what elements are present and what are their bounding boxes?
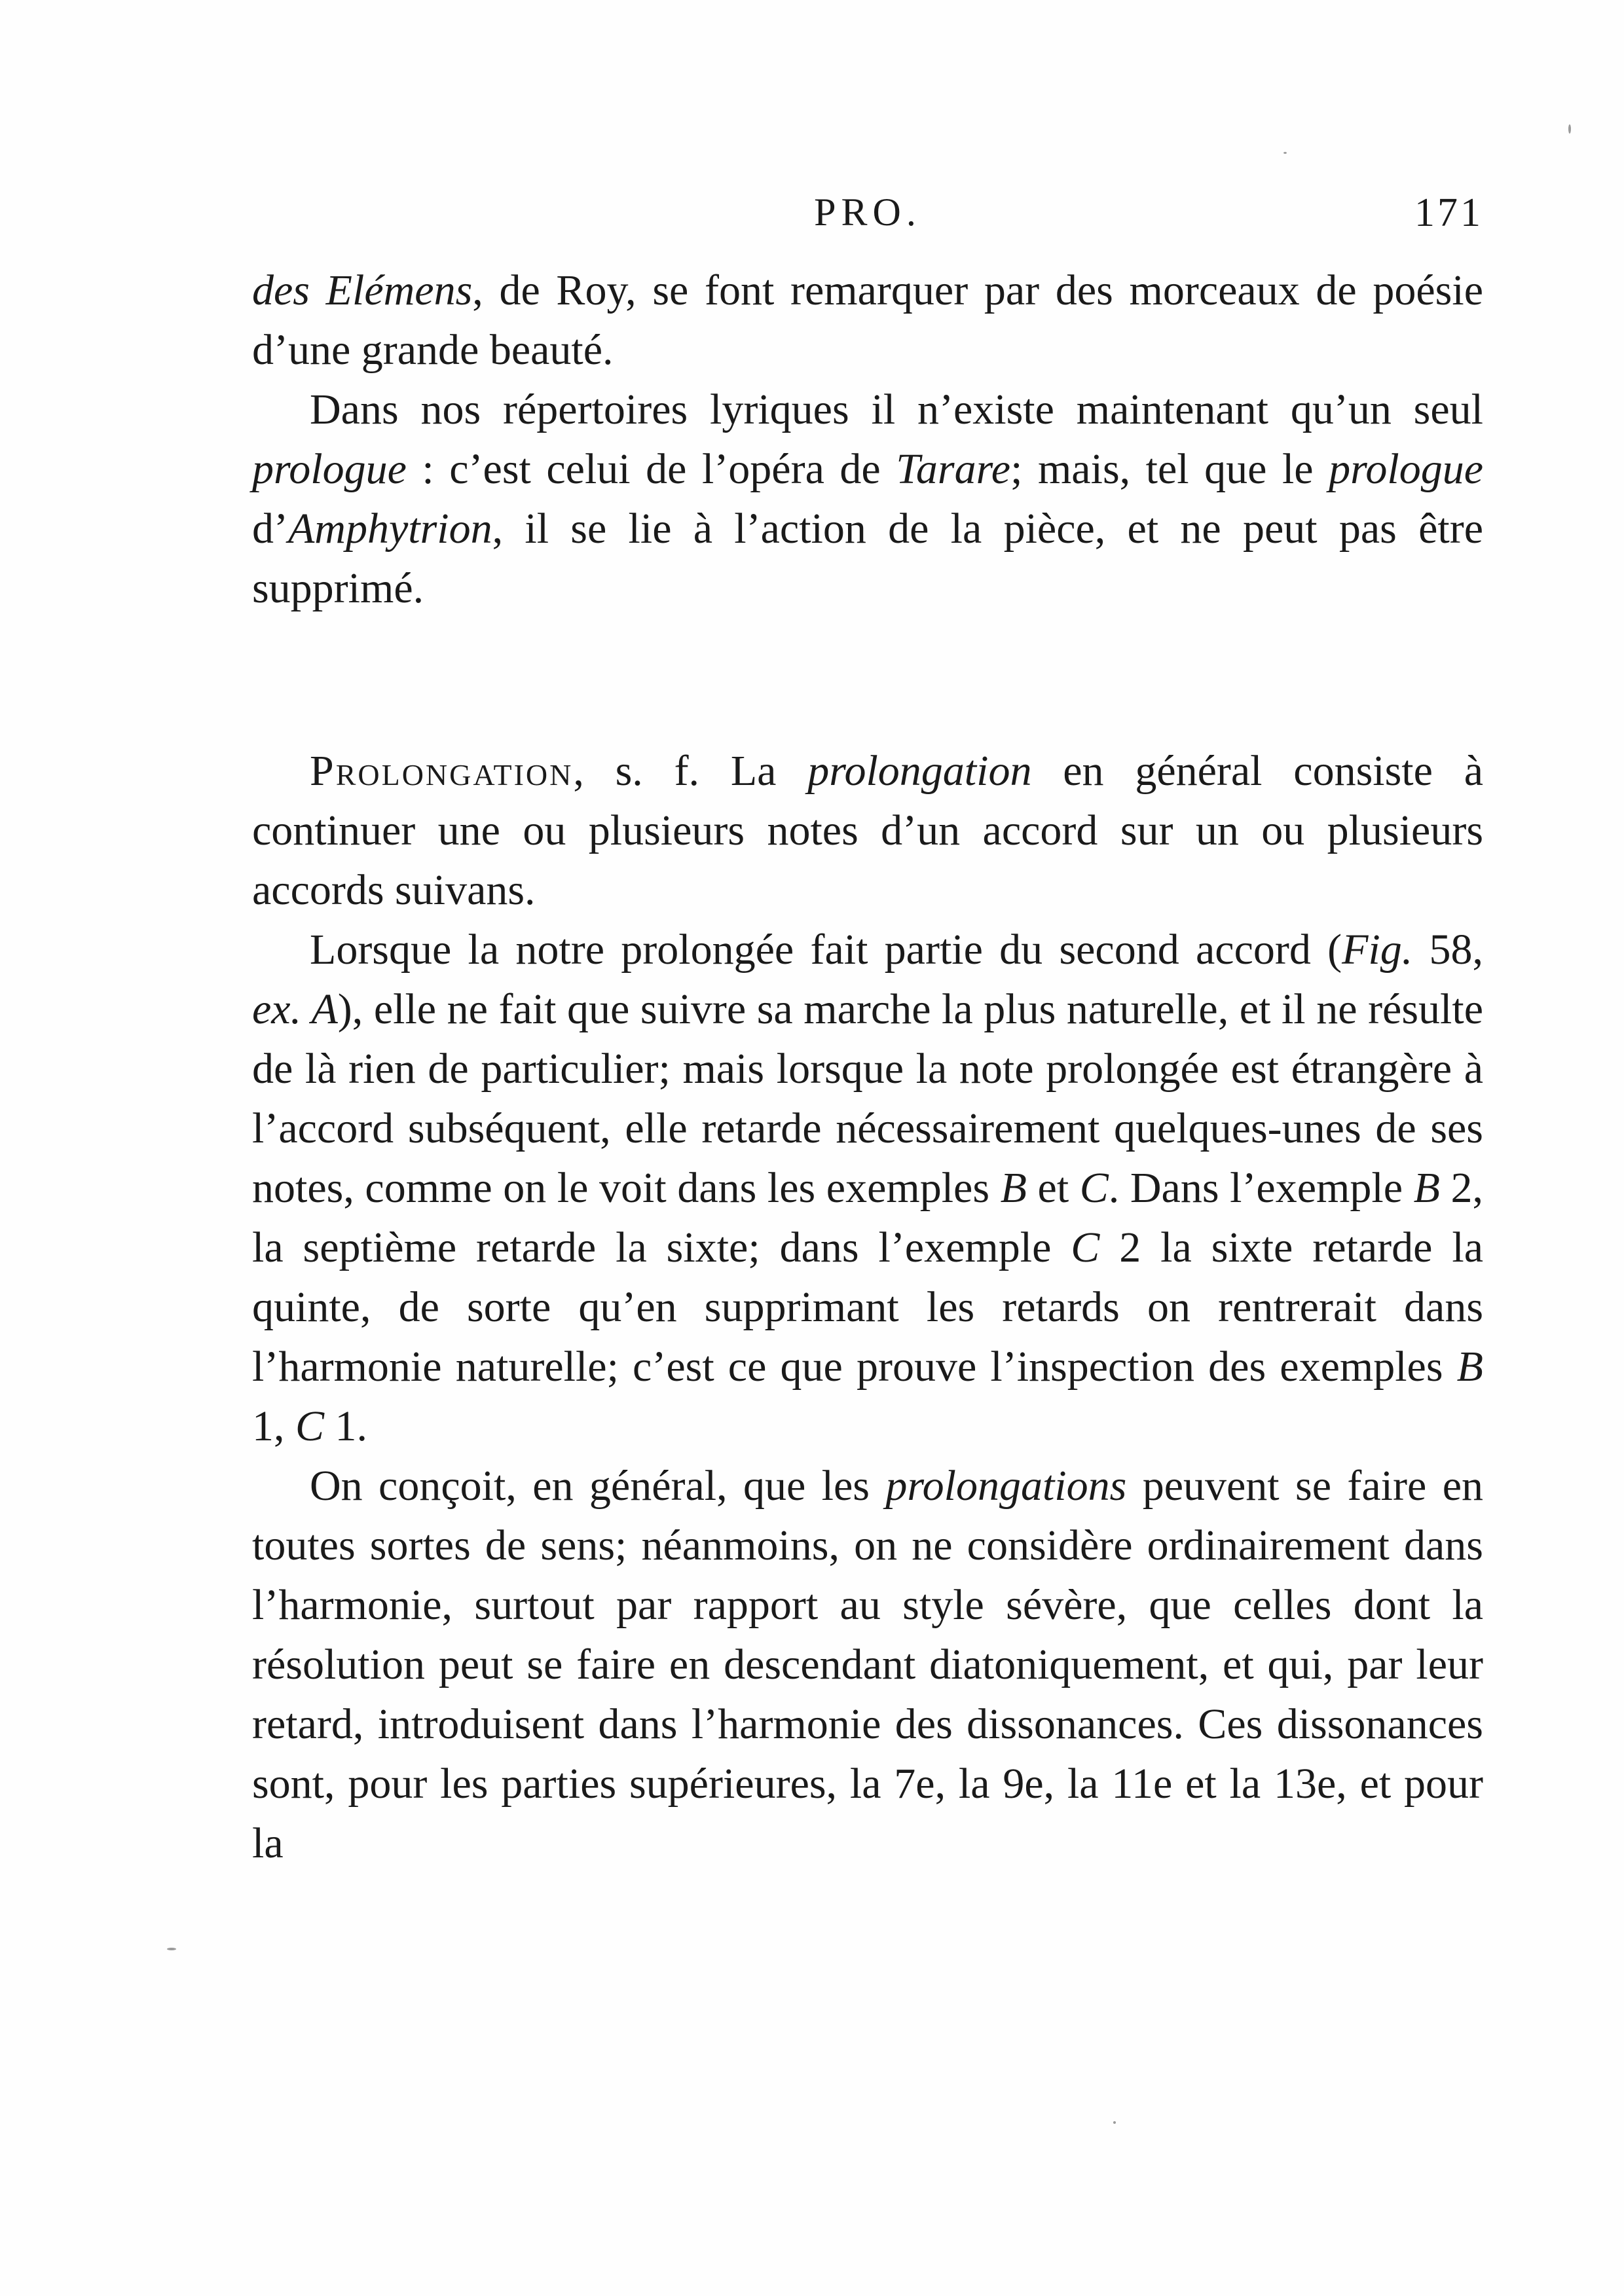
text-run: Dans nos répertoires lyriques il n’existe maintenant qu’un seul [310, 386, 1483, 433]
text-run: d’ [252, 505, 288, 553]
paper-speck [167, 1948, 176, 1950]
text-run: et [1026, 1164, 1080, 1212]
italic-text: Amphytrion [287, 505, 492, 553]
paper-speck [1113, 2121, 1116, 2124]
italic-text: B [1456, 1343, 1483, 1391]
text-run: 1. [324, 1402, 368, 1450]
text-run: peuvent se faire en toutes sortes de sens; néanmoins, on ne considère ordinairement dans l’harmonie, surtout par rapport au style sévère, que celles dont la résolution peut se faire en descendant diatoniquement, et qui, par leur retard, introduisent dans l’harmonie des dissonances. Ces dissonances sont, pour les parties supérieures, la 7e, la 9e, la 11e et la 13e, et pour la [252, 1462, 1483, 1867]
text-run: Lorsque la notre prolongée fait partie du second accord ( [310, 926, 1342, 974]
text-run: ; mais, tel que le [1010, 445, 1329, 493]
text-run: 1, [252, 1402, 295, 1450]
italic-text: prologue [1329, 445, 1484, 493]
text-run: 2 la sixte retarde la quinte, de sorte qu’en supprimant les retards on rentrerait dans l’harmonie naturelle; c’est ce que prouve l’inspection des exemples [252, 1224, 1483, 1391]
italic-text: Fig. [1342, 926, 1413, 974]
italic-text: C [295, 1402, 325, 1450]
running-head: PRO. [814, 191, 921, 234]
text-run: en général consiste à continuer une ou plusieurs notes d’un accord sur un ou plusieurs accords suivans. [252, 747, 1483, 914]
text-run: 2, la septième retarde la sixte; dans l’exemple [252, 1164, 1483, 1271]
paragraph-prolongation-definition [252, 741, 1483, 920]
italic-text: des Elémens [252, 266, 473, 314]
italic-text: B [1413, 1164, 1440, 1212]
page-header [252, 190, 1483, 249]
italic-text: C [1071, 1224, 1100, 1271]
text-run: : c’est celui de l’opéra de [406, 445, 896, 493]
italic-text: C [1079, 1164, 1109, 1212]
text-run: ), elle ne fait que suivre sa marche la plus naturelle, et il ne résulte de là rien de particulier; mais lorsque la note prolongée est étrangère à l’accord subséquent, elle retarde nécessairement quelques-unes de ses notes, comme on le voit dans les exemples [252, 985, 1483, 1212]
italic-text: prologue [252, 445, 407, 493]
entry-headword: Prolongation [310, 747, 574, 795]
text-run: . Dans l’exemple [1108, 1164, 1414, 1212]
paper-speck [1283, 152, 1287, 154]
text-run: On conçoit, en général, que les [310, 1462, 886, 1510]
paragraph-prolongation-dissonances [252, 1456, 1483, 1873]
italic-text: B [1000, 1164, 1027, 1212]
text-run: , de Roy, se font remarquer par des morceaux de poésie d’une grande beauté. [252, 266, 1483, 374]
italic-text: prolongation [807, 747, 1032, 795]
paragraph-prologue-repertoire [252, 380, 1483, 618]
text-run: , s. f. La [573, 747, 808, 795]
paragraph-prolongation-examples [252, 920, 1483, 1456]
paragraph-continuation [252, 261, 1483, 380]
paper-speck [1568, 124, 1571, 134]
italic-text: Tarare [896, 445, 1011, 493]
page-number: 171 [1414, 191, 1483, 235]
italic-text: ex. A [252, 985, 338, 1033]
body-text [252, 261, 1483, 1873]
text-run: 58, [1412, 926, 1483, 974]
text-run: , il se lie à l’action de la pièce, et ne peut pas être supprimé. [252, 505, 1483, 612]
italic-text: prolongations [885, 1462, 1127, 1510]
